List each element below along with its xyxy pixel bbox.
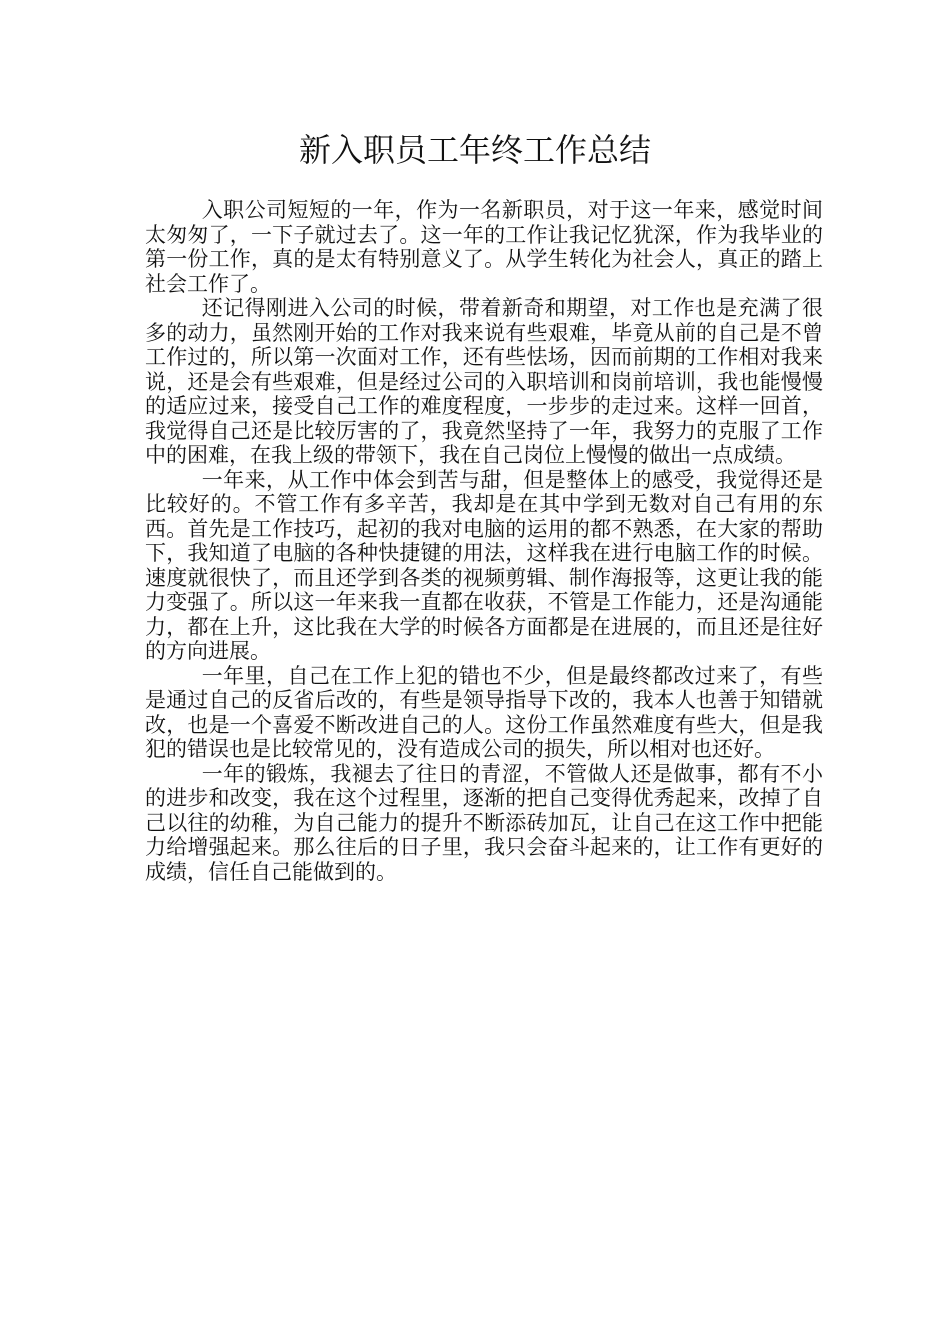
paragraph: 还记得刚进入公司的时候，带着新奇和期望，对工作也是充满了很多的动力，虽然刚开始的工作对我来说有些艰难，毕竟从前的自己是不曾工作过的，所以第一次面对工作，还有些怯场，因而前期的工作相对我来说，还是会有些艰难，但是经过公司的入职培训和岗前培训，我也能慢慢的适应过来，接受自己工作的难度程度，一步步的走过来。这样一回首，我觉得自己还是比较厉害的了，我竟然坚持了一年，我努力的克服了工作中的困难，在我上级的带领下，我在自己岗位上慢慢的做出一点成绩。 [145,296,823,467]
document-body [145,198,823,884]
paragraph: 一年的锻炼，我褪去了往日的青涩，不管做人还是做事，都有不小的进步和改变，我在这个过程里，逐渐的把自己变得优秀起来，改掉了自己以往的幼稚，为自己能力的提升不断添砖加瓦，让自己在这工作中把能力给增强起来。那么往后的日子里，我只会奋斗起来的，让工作有更好的成绩，信任自己能做到的。 [145,761,823,884]
paragraph: 一年来，从工作中体会到苦与甜，但是整体上的感受，我觉得还是比较好的。不管工作有多辛苦，我却是在其中学到无数对自己有用的东西。首先是工作技巧，起初的我对电脑的运用的都不熟悉，在大家的帮助下，我知道了电脑的各种快捷键的用法，这样我在进行电脑工作的时候。速度就很快了，而且还学到各类的视频剪辑、制作海报等，这更让我的能力变强了。所以这一年来我一直都在收获，不管是工作能力，还是沟通能力，都在上升，这比我在大学的时候各方面都是在进展的，而且还是往好的方向进展。 [145,467,823,663]
document-title: 新入职员工年终工作总结 [298,131,651,169]
paragraph: 一年里，自己在工作上犯的错也不少，但是最终都改过来了，有些是通过自己的反省后改的，有些是领导指导下改的，我本人也善于知错就改，也是一个喜爱不断改进自己的人。这份工作虽然难度有些大，但是我犯的错误也是比较常见的，没有造成公司的损失，所以相对也还好。 [145,663,823,761]
paragraph: 入职公司短短的一年，作为一名新职员，对于这一年来，感觉时间太匆匆了，一下子就过去了。这一年的工作让我记忆犹深，作为我毕业的第一份工作，真的是太有特别意义了。从学生转化为社会人，真正的踏上社会工作了。 [145,198,823,296]
